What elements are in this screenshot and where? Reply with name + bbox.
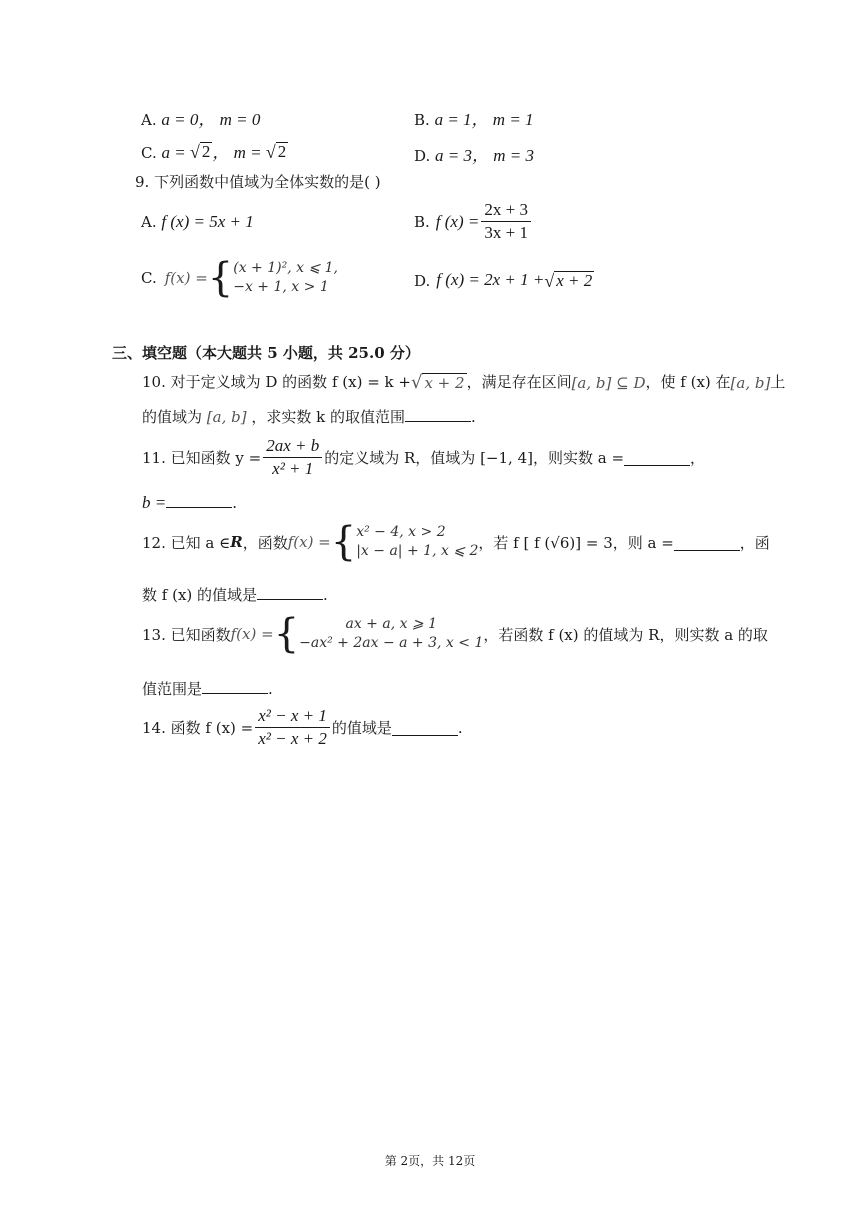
function-name: f(x) =: [230, 625, 274, 643]
case-row: −x + 1, x > 1: [233, 279, 329, 295]
question-14: [142, 706, 463, 749]
question-13-line-1: [142, 611, 768, 657]
question-text: ，函数: [242, 533, 288, 552]
question-text: 的值域为: [142, 408, 203, 426]
question-text: ，求实数 k 的取值范围: [251, 408, 406, 426]
question-text: 12. 已知 a ∈: [142, 533, 231, 552]
left-brace-icon: {: [330, 519, 357, 565]
question-12-line-1: [142, 519, 770, 565]
question-text: ，满足存在区间: [466, 373, 572, 391]
q8-option-b: [414, 105, 534, 130]
option-letter: C.: [141, 269, 157, 287]
q9-option-a: [141, 212, 254, 232]
piecewise-cases: [299, 615, 483, 653]
answer-blank[interactable]: [166, 491, 232, 508]
piecewise-cases: [233, 259, 338, 297]
numerator: 2x + 3: [481, 200, 531, 222]
punctuation: .: [232, 494, 238, 512]
option-text: f (x) =: [435, 211, 480, 231]
question-11-line-2: [142, 491, 237, 513]
option-text: a = 3， m = 3: [435, 146, 535, 165]
option-text: f(x) =: [164, 269, 208, 287]
question-9-stem: 9. 下列函数中值域为全体实数的是( ): [135, 173, 381, 191]
case-row: −ax² + 2ax − a + 3, x < 1: [299, 635, 484, 651]
case-row: ax + a, x ⩾ 1: [345, 616, 438, 632]
option-text: f (x) = 2x + 1 +: [436, 270, 545, 289]
sqrt-arg: x + 2: [424, 374, 465, 392]
sqrt-arg: 2: [201, 142, 211, 161]
sqrt-arg: x + 2: [556, 271, 593, 290]
answer-blank[interactable]: [392, 719, 458, 736]
sqrt-expression: √ 2: [265, 142, 287, 162]
punctuation: .: [457, 718, 463, 737]
answer-blank[interactable]: [405, 405, 471, 422]
option-text: ， m =: [212, 143, 266, 162]
function-name: f(x) =: [287, 533, 331, 551]
question-text: 的值域是: [331, 719, 392, 737]
question-text: 值范围是: [142, 680, 203, 698]
case-row: |x − a| + 1, x ⩽ 2: [356, 543, 479, 559]
question-text: ，函: [739, 533, 770, 552]
answer-blank[interactable]: [257, 583, 323, 600]
question-text: 13. 已知函数: [142, 625, 231, 644]
question-12-line-2: [142, 583, 328, 605]
denominator: 3x + 1: [484, 223, 528, 242]
case-row: (x + 1)², x ⩽ 1,: [233, 260, 338, 276]
sqrt-expression: √ 2: [189, 142, 211, 162]
option-letter: C.: [141, 144, 157, 162]
question-text: 11. 已知函数 y =: [142, 449, 262, 467]
option-letter: B.: [414, 111, 430, 129]
question-13-line-2: [142, 677, 273, 699]
question-text: 数 f (x) 的值域是: [142, 586, 258, 604]
question-text: 10. 对于定义域为 D 的函数 f (x) = k +: [142, 373, 411, 391]
section-heading: 三、填空题（本大题共 5 小题，共 25.0 分）: [112, 344, 420, 362]
piecewise-cases: [356, 523, 478, 561]
q9-option-d: [414, 270, 594, 290]
punctuation: .: [471, 408, 476, 426]
question-11-line-1: [142, 436, 705, 479]
option-letter: D.: [414, 272, 431, 290]
option-text: a = 1， m = 1: [434, 110, 534, 129]
question-text: 14. 函数 f (x) =: [142, 719, 254, 737]
option-text: f (x) = 5x + 1: [161, 212, 254, 231]
q9-option-c: [141, 255, 338, 301]
sqrt-expression: √ x + 2: [410, 372, 465, 393]
option-text: a =: [161, 143, 190, 162]
option-letter: D.: [414, 147, 431, 165]
q8-option-c: [141, 138, 288, 163]
question-text: b =: [142, 493, 167, 512]
q8-option-d: [414, 141, 534, 166]
question-text: ，使 f (x) 在: [645, 373, 731, 391]
option-text: a = 0， m = 0: [161, 110, 261, 129]
math-interval: [a, b]: [730, 374, 771, 392]
question-text: ，若函数 f (x) 的值域为 R，则实数 a 的取: [483, 625, 768, 644]
page-footer: 第 2页，共 12页: [384, 1154, 476, 1168]
numerator: 2ax + b: [263, 436, 322, 458]
fraction: [255, 706, 330, 749]
fraction: [263, 436, 322, 479]
case-row: x² − 4, x > 2: [356, 524, 446, 540]
question-10-line-1: [142, 371, 785, 392]
math-interval: [a, b] ⊆ D: [571, 374, 646, 392]
question-text: ，若 f [ f (√6)] = 3，则 a =: [478, 533, 674, 552]
option-letter: A.: [141, 213, 157, 231]
left-brace-icon: {: [273, 611, 300, 657]
answer-blank[interactable]: [624, 449, 690, 466]
question-text: 上: [770, 373, 786, 391]
numerator: x² − x + 1: [255, 706, 330, 728]
denominator: x² − x + 2: [258, 729, 327, 748]
punctuation: .: [268, 680, 273, 698]
set-symbol: R: [230, 533, 243, 551]
fraction: [481, 200, 531, 243]
left-brace-icon: {: [207, 255, 234, 301]
option-letter: A.: [141, 111, 157, 129]
sqrt-expression: √ x + 2: [544, 271, 593, 291]
punctuation: .: [323, 586, 328, 604]
q8-option-a: [141, 105, 260, 130]
question-10-line-2: [142, 405, 476, 427]
sqrt-arg: 2: [277, 142, 287, 161]
math-interval: [a, b]: [206, 408, 247, 426]
option-letter: B.: [414, 212, 430, 231]
question-text: 的定义域为 R，值域为 [−1, 4]，则实数 a =: [324, 449, 625, 467]
punctuation: ，: [690, 449, 706, 467]
answer-blank[interactable]: [202, 677, 268, 694]
answer-blank[interactable]: [674, 534, 740, 551]
q9-option-b: [414, 200, 533, 243]
denominator: x² + 1: [272, 459, 314, 478]
